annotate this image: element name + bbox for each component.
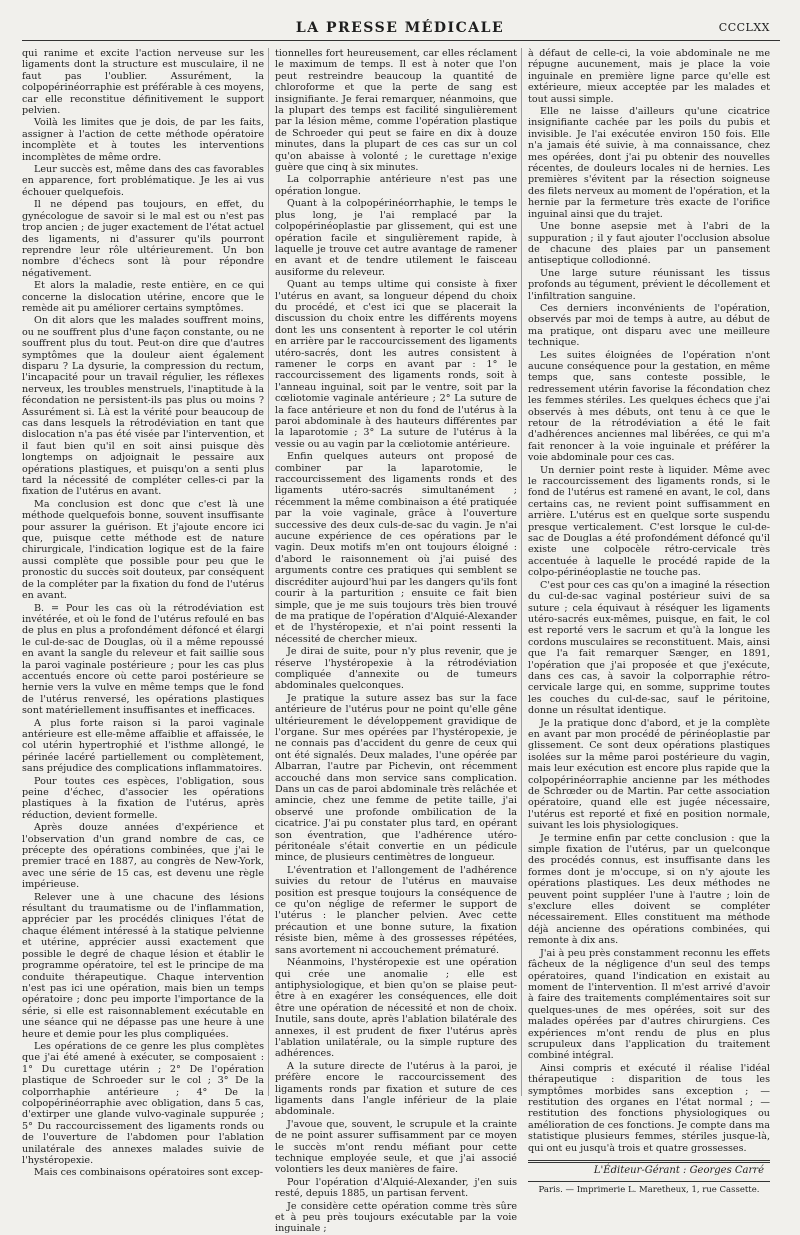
paragraph: B. = Pour les cas où la rétrodéviation est invétérée, et où le fond de l'utérus refoulé en bas de plus en plus a profondément défoncé et élargi le cul-de-sac de Douglas, où il a même repoussé en avant la sangle du releveur et fait saillie sous la paroi vaginale postérieure ; pour les cas plus accentués encore où cette paroi postérieure se hernie vers la vulve en même temps que le fond de l'utérus renversé, les opérations plastiques sont matériellement insuffisantes et inefficaces. bbox=[22, 602, 264, 717]
paragraph: Je pratique la suture assez bas sur la face antérieure de l'utérus pour ne point qu'elle gêne ultérieurement le développement gravidique de l'organe. Sur mes opérées par l'hystéropexie, je ne connais pas d'accident du genre de ceux qui ont été signalés. Deux malades, l'une opérée par Albarran, l'autre par Pichevin, ont récemment accouché dans mon service sans complication. Dans un cas de paroi abdominale très relâchée et amincie, chez une femme de petite taille, j'ai observé une profonde ombilication de la cicatrice. J'ai pu constater plus tard, en opérant son éventration, que l'adhérence utéro-péritonéale s'était convertie en un pédicule mince, de plusieurs centimètres de longueur. bbox=[275, 692, 517, 864]
paragraph: A la suture directe de l'utérus à la paroi, je préfère encore le raccourcissement des ligaments ronds par fixation et suture de ces ligaments dans l'angle inférieur de la plaie abdominale. bbox=[275, 1060, 517, 1118]
paragraph: C'est pour ces cas qu'on a imaginé la résection du cul-de-sac vaginal postérieur suivi de sa suture ; cela équivaut à réséquer les ligaments utéro-sacrés eux-mêmes, puisque, en fait, le col est reporté vers le sacrum et qu'à la longue les cordons musculaires se reconstituent. Mais, ainsi que l'a fait remarquer Sænger, en 1891, l'opération que j'ai proposée et que j'exécute, dans ces cas, à savoir la colporraphie rétro-cervicale large qui, en somme, supprime toutes les couches du cul-de-sac, sauf le péritoine, donne un résultat identique. bbox=[528, 579, 770, 717]
paragraph: Néanmoins, l'hystéropexie est une opération qui crée une anomalie ; elle est antiphysiologique, et bien qu'on se plaise peut-être à en exagérer les conséquences, elle doit être une opération de nécessité et non de choix. Inutile, sans doute, après l'ablation bilatérale des annexes, il est prudent de fixer l'utérus après l'ablation unilatérale, ou la simple rupture des adhérences. bbox=[275, 957, 517, 1060]
page-header bbox=[0, 0, 800, 40]
paragraph: Elle ne laisse d'ailleurs qu'une cicatrice insignifiante cachée par les poils du pubis et invisible. Je l'ai exécutée environ 150 fois. Elle n'a jamais été suivie, à ma connaissance, chez mes opérées, dont j'ai pu obtenir des nouvelles récentes, de douleurs locales ni de hernies. Les premières s'évitent par la résection soigneuse des filets nerveux au moment de l'opération, et la hernie par la fermeture très exacte de l'orifice inguinal ainsi que du trajet. bbox=[528, 106, 770, 220]
paragraph: Une large suture réunissant les tissus profonds au tégument, prévient le décollement et l'infiltration sanguine. bbox=[528, 267, 770, 302]
paragraph: J'ai à peu près constamment reconnu les effets fâcheux de la négligence d'un seul des temps opératoires, quand l'indication en existait au moment de l'intervention. Il m'est arrivé d'avoir à faire des traitements complémentaires soit sur quelques-unes de mes opérées, soit sur des malades opérées par d'autres chirurgiens. Ces expériences m'ont rendu de plus en plus scrupuleux dans l'application du traitement combiné intégral. bbox=[528, 947, 770, 1062]
paragraph: Ces derniers inconvénients de l'opération, observés par moi de temps à autre, au début de ma pratique, ont disparu avec une meilleure technique. bbox=[528, 302, 770, 349]
paragraph: Ainsi compris et exécuté il réalise l'idéal thérapeutique : disparition de tous les symptômes morbides sans exception ; — restitution des organes en l'état normal ; — restitution des fonctions physiologiques ou amélioration de ces fonctions. Je compte dans ma statistique plusieurs femmes, stériles jusque-là, qui ont eu jusqu'à trois et quatre grossesses. bbox=[528, 1062, 770, 1154]
paragraph: Voilà les limites que je dois, de par les faits, assigner à l'action de cette méthode opératoire incomplète et à toutes les interventions incomplètes de même ordre. bbox=[22, 117, 264, 163]
paragraph: L'éventration et l'allongement de l'adhérence suivies du retour de l'utérus en mauvaise position est presque toujours la conséquence de ce qu'on néglige de refermer le support de l'utérus : le plancher pelvien. Avec cette précaution et une bonne suture, la fixation résiste bien, même à des grossesses répétées, sans avortement ni accouchement prématuré. bbox=[275, 864, 517, 956]
paragraph: Il ne dépend pas toujours, en effet, du gynécologue de savoir si le mal est ou n'est pas trop ancien ; de juger exactement de l'état actuel des ligaments, ni d'assurer qu'ils pourront reprendre leur rôle ultérieurement. Un bon nombre d'échecs sont là pour répondre négativement. bbox=[22, 199, 264, 279]
paragraph: Leur succès est, même dans des cas favorables en apparence, fort problématique. Je les ai vus échouer quelquefois. bbox=[22, 164, 264, 198]
paragraph: J'avoue que, souvent, le scrupule et la crainte de ne point assurer suffisamment par ce moyen le succès m'ont rendu méfiant pour cette technique employée seule, et que j'ai associé volontiers les deux manières de faire. bbox=[275, 1118, 517, 1176]
paragraph: Relever une à une chacune des lésions résultant du traumatisme ou de l'inflammation, apprécier par les procédés cliniques l'état de chaque élément intéressé à la statique pelvienne et utérine, apprécier aussi exactement que possible le degré de chaque lésion et établir le programme opératoire, tel est le principe de ma conduite thérapeutique. Chaque intervention n'est pas ici une opération, mais bien un temps opératoire ; donc peu importe l'importance de la série, si elle est raisonnablement exécutable en une séance qui ne dépasse pas une heure à une heure et demie pour les plus compliquées. bbox=[22, 891, 264, 1040]
journal-title: LA PRESSE MÉDICALE bbox=[295, 20, 505, 36]
paragraph: On dit alors que les malades souffrent moins, ou ne souffrent plus d'une façon constante, ou ne souffrent plus du tout. Peut-on dire que d'autres symptômes que la douleur aient également disparu ? La dysurie, la compression du rectum, l'incapacité pour un travail régulier, les réflexes nerveux, les troubles menstruels, l'inaptitude à la fécondation ne persistent-ils pas plus ou moins ? Assurément si. Là est la vérité pour beaucoup de cas dans lesquels la rétrodéviation en tant que dislocation n'a pas été visée par l'intervention, et il faut bien qu'il en soit ainsi puisque dès longtemps on adjoignait le pessaire aux opérations plastiques, et puisqu'on a senti plus tard la nécessité de compléter celles-ci par la fixation de l'utérus en avant. bbox=[22, 315, 264, 498]
column-divider bbox=[521, 48, 522, 1096]
paragraph: Je la pratique donc d'abord, et je la complète en avant par mon procédé de périnéoplastie par glissement. Ce sont deux opérations plastiques isolées sur la même paroi postérieure du vagin, mais leur exécution est encore plus rapide que la colpopérinéorraphie ancienne par les méthodes de Schrœder ou de Martin. Par cette association opératoire, quand elle est jugée nécessaire, l'utérus est reporté et fixé en position normale, suivant les lois physiologiques. bbox=[528, 717, 770, 832]
paragraph: Pour toutes ces espèces, l'obligation, sous peine d'échec, d'associer les opérations plastiques à la fixation de l'utérus, après réduction, devient formelle. bbox=[22, 775, 264, 821]
paragraph: Après douze années d'expérience et l'observation d'un grand nombre de cas, ce précepte des opérations combinées, que j'ai le premier tracé en 1887, au congrès de New-York, avec une série de 15 cas, est devenu une règle impérieuse. bbox=[22, 822, 264, 891]
page-number: CCCLXX bbox=[718, 21, 770, 34]
paragraph: Un dernier point reste à liquider. Même avec le raccourcissement des ligaments ronds, si le fond de l'utérus est ramené en avant, le col, dans certains cas, ne revient point suffisamment en arrière. L'utérus est en quelque sorte suspendu presque verticalement. C'est lorsque le cul-de-sac de Douglas a été profondément défoncé qu'il existe une colpocèle rétro-cervicale très accentuée à laquelle le procédé rapide de la colpo-périnéoplastie ne touche pas. bbox=[528, 464, 770, 579]
paragraph: Quant au temps ultime qui consiste à fixer l'utérus en avant, sa longueur dépend du choix du procédé, et c'est ici que se placerait la discussion du choix entre les différents moyens dont les uns consentent à reporter le col utérin en arrière par le raccourcissement des ligaments utéro-sacrés, dont les autres consistent à ramener le corps en avant par : 1° le raccourcissement des ligaments ronds, soit à l'anneau inguinal, soit par le ventre, soit par la cœliotomie vaginale antérieure ; 2° La suture de la face antérieure et non du fond de l'utérus à la paroi abdominale à des hauteurs différentes par la laparotomie ; 3° La suture de l'utérus à la vessie ou au vagin par la cœliotomie antérieure. bbox=[275, 279, 517, 450]
printer-line: Paris. — Imprimerie L. Maretheux, 1, rue Cassette. bbox=[538, 1185, 760, 1196]
paragraph: Les opérations de ce genre les plus complètes que j'ai été amené à exécuter, se composaient : 1° Du curettage utérin ; 2° De l'opération plastique de Schroeder sur le col ; 3° De la colporrhaphie antérieure ; 4° De la colpopérinéorraphie avec obligation, dans 5 cas, d'extirper une glande vulvo-vaginale suppurée ; 5° Du raccourcissement des ligaments ronds ou de l'ouverture de l'abdomen pour l'ablation unilatérale des annexes malades suivie de l'hystéropexie. bbox=[22, 1040, 264, 1166]
colophon bbox=[528, 1160, 770, 1197]
paragraph: Mais ces combinaisons opératoires sont excep- bbox=[34, 1167, 264, 1179]
editor-signature: L'Éditeur-Gérant : Georges Carré bbox=[593, 1165, 764, 1176]
paragraph: Je considère cette opération comme très sûre et à peu près toujours exécutable par la voie inguinale ; bbox=[275, 1200, 517, 1235]
paragraph: Je termine enfin par cette conclusion : que la simple fixation de l'utérus, par un quelconque des procédés connus, est insuffisante dans les formes dont je m'occupe, si on n'y ajoute les opérations plastiques. Les deux méthodes ne peuvent point suppléer l'une à l'autre ; loin de s'exclure elles doivent se compléter nécessairement. Elles constituent ma méthode déjà ancienne des opérations combinées, qui remonte à dix ans. bbox=[528, 832, 770, 947]
paragraph: Quant à la colpopérinéorrhaphie, le temps le plus long, je l'ai remplacé par la colpopérinéoplastie par glissement, qui est une opération facile et singulièrement rapide, à laquelle je trouve cet autre avantage de ramener en avant et de tendre utilement le faisceau ausiforme du releveur. bbox=[275, 198, 517, 278]
colophon-rule bbox=[528, 1160, 770, 1163]
header-rule bbox=[22, 40, 780, 41]
paragraph: Enfin quelques auteurs ont proposé de combiner par la laparotomie, le raccourcissement des ligaments ronds et des ligaments utéro-sacrés simultanément ; récemment la même combinaison a été pratiquée par la voie vaginale, grâce à l'ouverture successive des deux culs-de-sac du vagin. Je n'ai aucune expérience de ces opérations par le vagin. Deux motifs m'en ont toujours éloigné : d'abord le raisonnement où j'ai puisé des arguments contre ces pratiques qui semblent se discréditer aujourd'hui par les dangers qu'ils font courir à la parturition ; ensuite ce fait bien simple, que je me suis toujours très bien trouvé de ma pratique de l'opération d'Alquié-Alexander et de l'hystéropexie, et n'ai point ressenti la nécessité de chercher mieux. bbox=[275, 451, 517, 645]
paragraph: qui ranime et excite l'action nerveuse sur les ligaments dont la structure est musculaire, il ne faut pas l'oublier. Assurément, la colpopérinéorraphie est préférable à ces moyens, car elle reconstitue définitivement le support pelvien. bbox=[22, 48, 264, 117]
paragraph: Une bonne asepsie met à l'abri de la suppuration ; il y faut ajouter l'occlusion absolue de chacune des plaies par un pansement antiseptique collodionné. bbox=[528, 221, 770, 267]
paragraph: Et alors la maladie, reste entière, en ce qui concerne la dislocation utérine, encore que le remède ait pu améliorer certains symptômes. bbox=[22, 280, 264, 314]
column-divider bbox=[268, 48, 269, 1096]
paragraph: A plus forte raison si la paroi vaginale antérieure est elle-même affaiblie et affaissée, le col utérin hypertrophié et l'isthme allongé, le périnée lacéré partiellement ou complètement, sans préjudice des complications inflammatoires. bbox=[22, 717, 264, 775]
paragraph: Les suites éloignées de l'opération n'ont aucune conséquence pour la gestation, en même temps que, sans conteste possible, le redressement utérin favorise la fécondation chez les femmes stériles. Les quelques échecs que j'ai observés à mes débuts, ont tenu à ce que le retour de la rétrodéviation a été le fait d'adhérences anciennes mal libérées, ce qui m'a fait renoncer à la voie inguinale et préférer la voie abdominale pour ces cas. bbox=[528, 349, 770, 464]
paragraph: Je dirai de suite, pour n'y plus revenir, que je réserve l'hystéropexie à la rétrodéviation compliquée d'annexite ou de tumeurs abdominales quelconques. bbox=[275, 646, 517, 692]
text-column-2 bbox=[275, 48, 517, 1235]
text-column-3 bbox=[528, 48, 770, 1196]
paragraph: Ma conclusion est donc que c'est là une méthode quelquefois bonne, souvent insuffisante pour assurer la guérison. Et j'ajoute encore ici que, puisque cette méthode est de nature chirurgicale, l'indication logique est de la faire aussi complète que possible pour peu que le pronostic du succès soit douteux, par conséquent de la compléter par la fixation du fond de l'utérus en avant. bbox=[22, 498, 264, 602]
paragraph: Pour l'opération d'Alquié-Alexander, j'en suis resté, depuis 1885, un partisan fervent. bbox=[275, 1176, 517, 1200]
paragraph: à défaut de celle-ci, la voie abdominale ne me répugne aucunement, mais je place la voie inguinale en première ligne parce qu'elle est extérieure, mieux acceptée par les malades et tout aussi simple. bbox=[528, 48, 770, 105]
paragraph: La colporraphie antérieure n'est pas une opération longue. bbox=[275, 174, 517, 197]
column-3-paragraphs bbox=[528, 48, 770, 1154]
text-column-1 bbox=[22, 48, 264, 1179]
colophon-rule bbox=[528, 1181, 770, 1182]
paragraph: tionnelles fort heureusement, car elles réclament le maximum de temps. Il est à noter que l'on peut restreindre beaucoup la quantité de chloroforme et que la perte de sang est insignifiante. Je ferai remarquer, néanmoins, que la plupart des temps est facilité singulièrement par la lésion même, comme l'opération plastique de Schroeder qui peut se faire en dix à douze minutes, dans la plupart de ces cas sur un col qu'on abaisse à volonté ; le curettage n'exige guère que cinq à six minutes. bbox=[275, 48, 517, 174]
